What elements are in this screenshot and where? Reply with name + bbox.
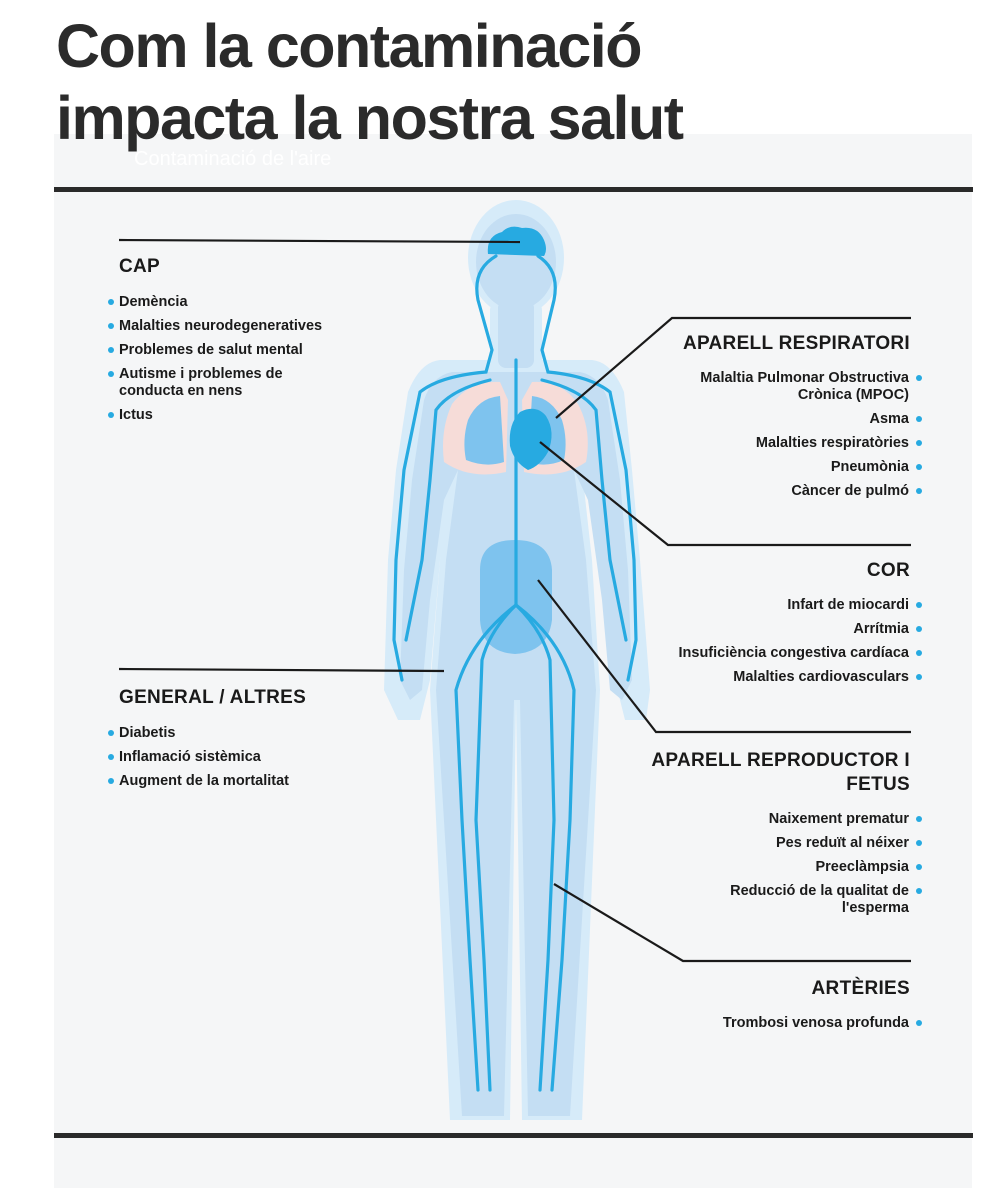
list-item: Arrítmia [620,621,922,638]
list-item: Trombosi venosa profunda [620,1015,922,1032]
section-heading-cap: CAP [119,256,161,277]
list-item: Diabetis [108,725,388,742]
list-item: Pneumònia [620,459,922,476]
list-item: Malaltia Pulmonar Obstructiva Crònica (MPOC) [684,370,922,404]
section-heading-general: GENERAL / ALTRES [119,687,307,708]
section-cor [620,559,922,693]
section-arteries [620,977,922,1039]
section-general [108,686,388,797]
list-item: Naixement prematur [650,811,922,828]
list-item: Preeclàmpsia [650,859,922,876]
bottom-divider [54,1133,973,1138]
list-item: Asma [620,411,922,428]
subtitle: Contaminació de l'aire [134,148,332,170]
section-heading-arteries: ARTÈRIES [811,978,910,999]
respiratori-list [620,370,922,500]
section-heading-reproductor: APARELL REPRODUCTOR I FETUS [651,750,910,795]
cap-list [108,294,388,424]
list-item: Inflamació sistèmica [108,749,388,766]
list-item: Ictus [108,407,388,424]
section-reproductor [650,749,922,924]
list-item: Infart de miocardi [620,597,922,614]
list-item: Insuficiència congestiva cardíaca [620,645,922,662]
list-item: Reducció de la qualitat de l'esperma [716,883,922,917]
cor-list [620,597,922,686]
list-item: Problemes de salut mental [108,342,388,359]
list-item: Malalties respiratòries [620,435,922,452]
general-list [108,725,388,790]
title-line-2: impacta la nostra salut [56,84,683,152]
section-heading-cor: COR [866,560,910,581]
list-item: Autisme i problemes de conducta en nens [108,366,309,400]
list-item: Càncer de pulmó [620,483,922,500]
list-item: Malalties cardiovasculars [620,669,922,686]
section-cap [108,255,388,431]
reproductor-list [650,811,922,917]
arteries-list [620,1015,922,1032]
section-heading-respiratori: APARELL RESPIRATORI [682,333,910,354]
page-title [56,10,683,154]
section-respiratori [620,332,922,507]
list-item: Augment de la mortalitat [108,773,388,790]
list-item: Pes reduït al néixer [650,835,922,852]
list-item: Demència [108,294,388,311]
list-item: Malalties neurodegeneratives [108,318,388,335]
title-line-1: Com la contaminació [56,12,642,80]
top-divider [54,187,973,192]
